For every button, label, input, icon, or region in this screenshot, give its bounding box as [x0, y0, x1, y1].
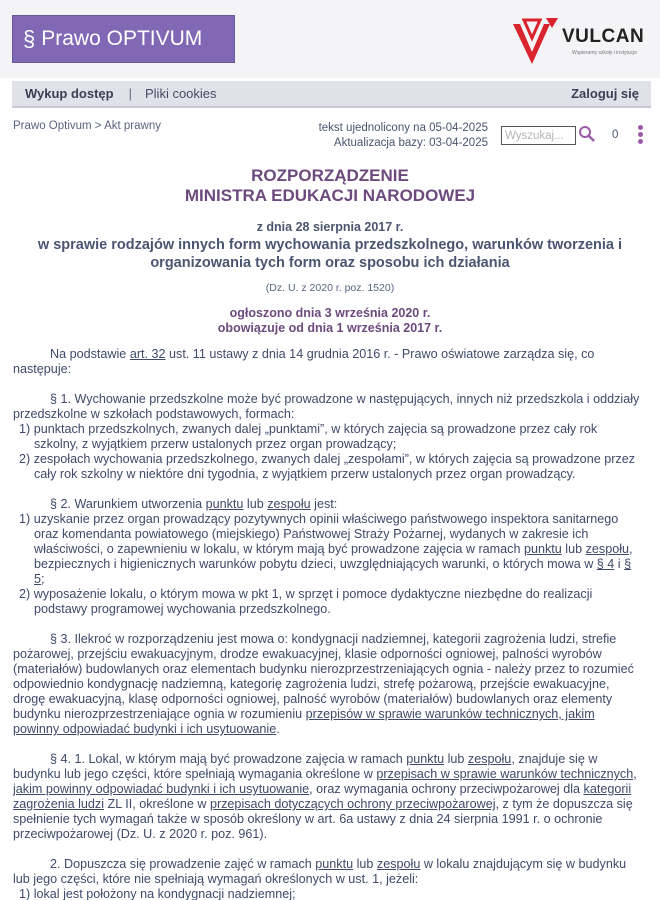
section-3: § 3. Ilekroć w rozporządzeniu jest mowa o: kondygnacji nadziemnej, kategorii zagrożenia ludzi, strefie pożarowej, przejściu ewakuacyjnym, drodze ewakuacyjnej, klasie odporności ogniowej, palności wyrobów (materiałów) budowlanych oraz elementach budynku nierozprzestrzeniających ognia - należy przez to rozumieć odpowiednio kondygnację nadziemną, kategorię zagrożenia ludzi, strefę pożarową, przejście ewakuacyjne, drogę ewakuacyjną, klasę odporności ogniowej, palność wyrobów (materiałów) budowlanych oraz elementy budynku nierozprzestrzeniające ognia w rozumieniu przepisów w sprawie warunków technicznych, jakim powinny odpowiadać budynki i ich usytuowanie. — [13, 632, 634, 736]
search-result-count: 0 — [612, 129, 619, 141]
login-link[interactable]: Zaloguj się — [571, 86, 639, 101]
zespol-link[interactable]: zespołu — [585, 542, 630, 556]
cookies-link[interactable]: Pliki cookies — [145, 86, 217, 101]
more-options-icon[interactable] — [636, 125, 644, 145]
punkt-link[interactable]: punktu — [315, 857, 354, 871]
section-2: § 2. Warunkiem utworzenia punktu lub zespołu jest: 1) uzyskanie przez organ prowadzący pozytywnych opinii właściwego państwowego inspektora sanitarnego oraz komendanta powiatowego (miejskiego) Państwowej Straży Pożarnej, wydanych w zakresie ich właściwości, o zapewnieniu w lokalu, w którym mają być prowadzone zajęcia w ramach punktu lub zespołu, bezpiecznych i higienicznych warunków pobytu dzieci, uwzględniających warunki, o których mowa w § 4 i § 5; 2) wyposażenie lokalu, o którym mowa w pkt 1, w sprzęt i pomoce dydaktyczne niezbędne do realizacji podstawy programowej wychowania przedszkolnego. — [13, 497, 641, 617]
punkt-link[interactable]: punktu — [406, 752, 445, 766]
zespol-link[interactable]: zespołu — [376, 857, 421, 871]
preamble: Na podstawie art. 32 ust. 11 ustawy z dnia 14 grudnia 2016 r. - Prawo oświatowe zarządza się, co następuje: — [13, 347, 595, 376]
section-4: § 4. 1. Lokal, w którym mają być prowadzone zajęcia w ramach punktu lub zespołu, znajduje się w budynku lub jego części, które spełniają wymagania określone w przepisach w sprawie warunków technicznych, jakim powinny odpowiadać budynki i ich usytuowanie, oraz wymagania ochrony przeciwpożarowej dla kategorii zagrożenia ludzi ZL II, określone w przepisach dotyczących ochrony przeciwpożarowej, z tym że dopuszcza się spełnienie tych wymagań także w sposób określony w art. 6a ustawy z dnia 24 sierpnia 1991 r. o ochronie przeciwpożarowej (Dz. U. z 2020 r. poz. 961). — [13, 752, 637, 841]
top-nav — [12, 81, 651, 108]
list-item: 1) punktach przedszkolnych, zwanych dalej „punktami”, w których zajęcia są prowadzone przez cały rok szkolny, z wyjątkiem przerw ustalonych przez organ prowadzący; — [19, 422, 598, 451]
search-icon[interactable] — [578, 125, 596, 143]
technical-conditions-link[interactable]: przepisów w sprawie warunków technicznych, jakim powinny odpowiadać budynki i ich usytuowanie — [13, 707, 595, 736]
section-4-paragraph-2: 2. Dopuszcza się prowadzenie zajęć w ramach punktu lub zespołu w lokalu znajdującym się w budynku lub jego części, które nie spełniają wymagań określonych w ust. 1, jeżeli: 1) lokal jest położony na kondygnacji nadziemnej; — [13, 857, 641, 900]
document-validity — [0, 306, 660, 336]
breadcrumb[interactable]: Prawo Optivum > Akt prawny — [13, 120, 161, 132]
in-force-date: obowiązuje od dnia 1 września 2017 r. — [217, 321, 443, 335]
zespol-link[interactable]: zespołu — [467, 752, 512, 766]
nav-separator: | — [128, 86, 132, 101]
section-5-link[interactable]: § 5 — [34, 557, 632, 586]
announced-date: ogłoszono dnia 3 września 2020 r. — [229, 306, 431, 320]
section-1: § 1. Wychowanie przedszkolne może być prowadzone w następujących, innych niż przedszkola i oddziały przedszkolne w szkołach podstawowych, formach: 1) punktach przedszkolnych, zwanych dalej „punktami”, w których zajęcia są prowadzone przez cały rok szkolny, z wyjątkiem przerw ustalonych przez organ prowadzący; 2) zespołach wychowania przedszkolnego, zwanych dalej „zespołami”, w których zajęcia są prowadzone przez cały rok szkolny w niektóre dni tygodnia, z wyjątkiem przerw ustalonych przez organ prowadzący. — [13, 392, 640, 481]
zespol-link[interactable]: zespołu — [267, 497, 311, 511]
document-date: z dnia 28 sierpnia 2017 r. — [256, 220, 404, 234]
buy-access-link[interactable]: Wykup dostęp — [25, 86, 114, 101]
hazard-category-link[interactable]: kategorii zagrożenia ludzi — [13, 782, 632, 811]
list-item: 1) uzyskanie przez organ prowadzący pozytywnych opinii właściwego państwowego inspektora sanitarnego oraz komendanta powiatowego (miejskiego) Państwowej Straży Pożarnej, wydanych w zakresie ich właściwości, o zapewnieniu w lokalu, w którym mają być prowadzone zajęcia w ramach punktu lub zespołu, bezpiecznych i higienicznych warunków pobytu dzieci, uwzględniających warunki, o których mowa w § 4 i § 5; — [19, 512, 633, 586]
logo-text: Prawo OPTIVUM — [41, 27, 203, 50]
prawo-optivum-logo[interactable] — [12, 15, 235, 63]
fire-protection-link[interactable]: przepisach dotyczących ochrony przeciwpożarowej — [209, 797, 496, 811]
list-item: 2) wyposażenie lokalu, o którym mowa w pkt 1, w sprzęt i pomoce dydaktyczne niezbędne do realizacji podstawy programowej wychowania przedszkolnego. — [19, 587, 593, 616]
search-input[interactable] — [501, 126, 576, 145]
title-line-2: MINISTRA EDUKACJI NARODOWEJ — [184, 186, 476, 205]
consolidated-date: tekst ujednolicony na 05-04-2025 — [318, 122, 488, 134]
list-item: 2) zespołach wychowania przedszkolnego, zwanych dalej „zespołami”, w których zajęcia są prowadzone przez cały rok szkolny w niektóre dni tygodnia, z wyjątkiem przerw ustalonych przez organ prowadzący. — [19, 452, 635, 481]
punkt-link[interactable]: punktu — [523, 542, 562, 556]
section-4-link[interactable]: § 4 — [596, 557, 615, 571]
vulcan-tagline: Wspieramy szkoły i instytucje — [572, 50, 638, 56]
paragraph-icon: § — [23, 26, 36, 51]
title-line-1: ROZPORZĄDZENIE — [251, 166, 409, 185]
vulcan-emblem-icon — [510, 14, 562, 66]
article-link[interactable]: art. 32 — [129, 347, 166, 361]
document-meta — [319, 121, 488, 151]
journal-reference: (Dz. U. z 2020 r. poz. 1520) — [265, 282, 395, 294]
vulcan-brand: VULCAN — [562, 26, 645, 47]
document-subject: w sprawie rodzajów innych form wychowania przedszkolnego, warunków tworzenia i organizowania tych form oraz sposobu ich działania — [37, 237, 623, 271]
document-title — [0, 166, 660, 206]
update-date: Aktualizacja bazy: 03-04-2025 — [333, 137, 488, 149]
list-item: 1) lokal jest położony na kondygnacji nadziemnej; — [19, 887, 296, 900]
document-body — [13, 347, 641, 900]
technical-conditions-link[interactable]: przepisach w sprawie warunków technicznych, jakim powinny odpowiadać budynki i ich usytuowanie — [13, 767, 637, 796]
vulcan-logo[interactable] — [510, 14, 655, 66]
site-header — [0, 0, 660, 78]
punkt-link[interactable]: punktu — [205, 497, 244, 511]
